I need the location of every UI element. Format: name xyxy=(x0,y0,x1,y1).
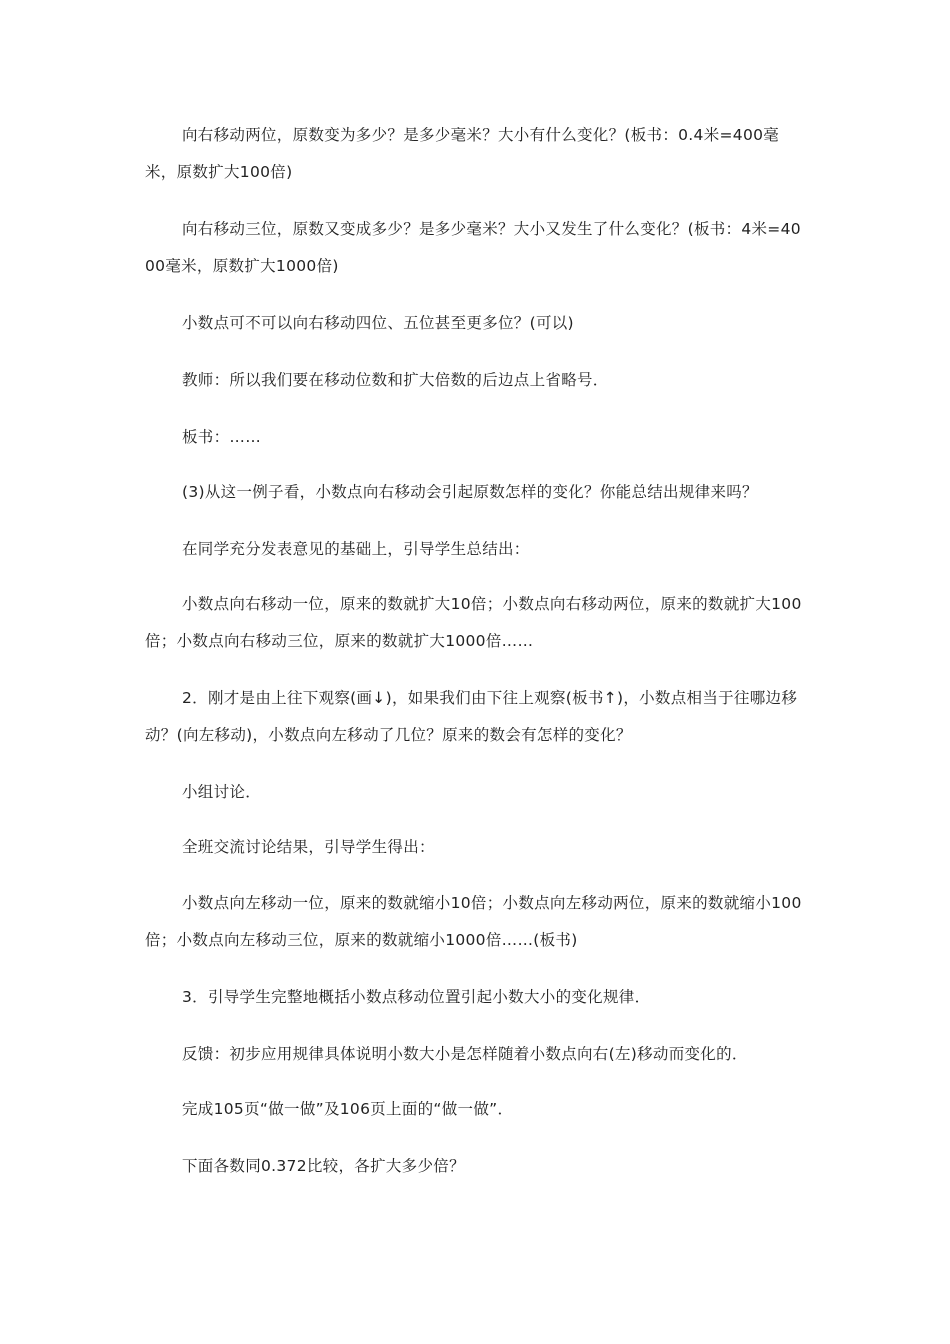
paragraph-compare-question: 下面各数同0.372比较，各扩大多少倍？ xyxy=(182,1157,465,1175)
paragraph-exercise: 完成105页“做一做”及106页上面的“做一做”． xyxy=(182,1100,514,1118)
paragraph-left-rule: 小数点向左移动一位，原来的数就缩小10倍；小数点向左移动两位，原来的数就缩小100倍；小数点向左移动三位，原来的数就缩小1000倍……(板书) xyxy=(145,894,802,949)
paragraph-item-3: 3．引导学生完整地概括小数点移动位置引起小数大小的变化规律． xyxy=(182,988,651,1006)
paragraph-move-right-three: 向右移动三位，原数又变成多少？是多少毫米？大小又发生了什么变化？(板书：4米=4000毫米，原数扩大1000倍) xyxy=(145,220,801,275)
paragraph-feedback: 反馈：初步应用规律具体说明小数大小是怎样随着小数点向右(左)移动而变化的． xyxy=(182,1045,748,1063)
paragraph-item-2: 2．刚才是由上往下观察(画↓)，如果我们由下往上观察(板书↑)，小数点相当于往哪边移动？(向左移动)，小数点向左移动了几位？原来的数会有怎样的变化？ xyxy=(145,689,798,744)
paragraph-group-discussion: 小组讨论． xyxy=(182,783,262,801)
paragraph-more-places-question: 小数点可不可以向右移动四位、五位甚至更多位？(可以) xyxy=(182,314,574,332)
paragraph-teacher-ellipsis: 教师：所以我们要在移动位数和扩大倍数的后边点上省略号． xyxy=(182,371,609,389)
paragraph-summary-intro: 在同学充分发表意见的基础上，引导学生总结出： xyxy=(182,540,530,558)
paragraph-question-3: (3)从这一例子看，小数点向右移动会引起原数怎样的变化？你能总结出规律来吗？ xyxy=(182,483,758,501)
paragraph-right-rule: 小数点向右移动一位，原来的数就扩大10倍；小数点向右移动两位，原来的数就扩大100倍；小数点向右移动三位，原来的数就扩大1000倍…… xyxy=(145,595,802,650)
paragraph-move-right-two: 向右移动两位，原数变为多少？是多少毫米？大小有什么变化？(板书：0.4米=400毫米，原数扩大100倍) xyxy=(145,126,780,181)
paragraph-board-ellipsis: 板书：…… xyxy=(182,428,262,446)
paragraph-class-exchange: 全班交流讨论结果，引导学生得出： xyxy=(182,838,435,856)
